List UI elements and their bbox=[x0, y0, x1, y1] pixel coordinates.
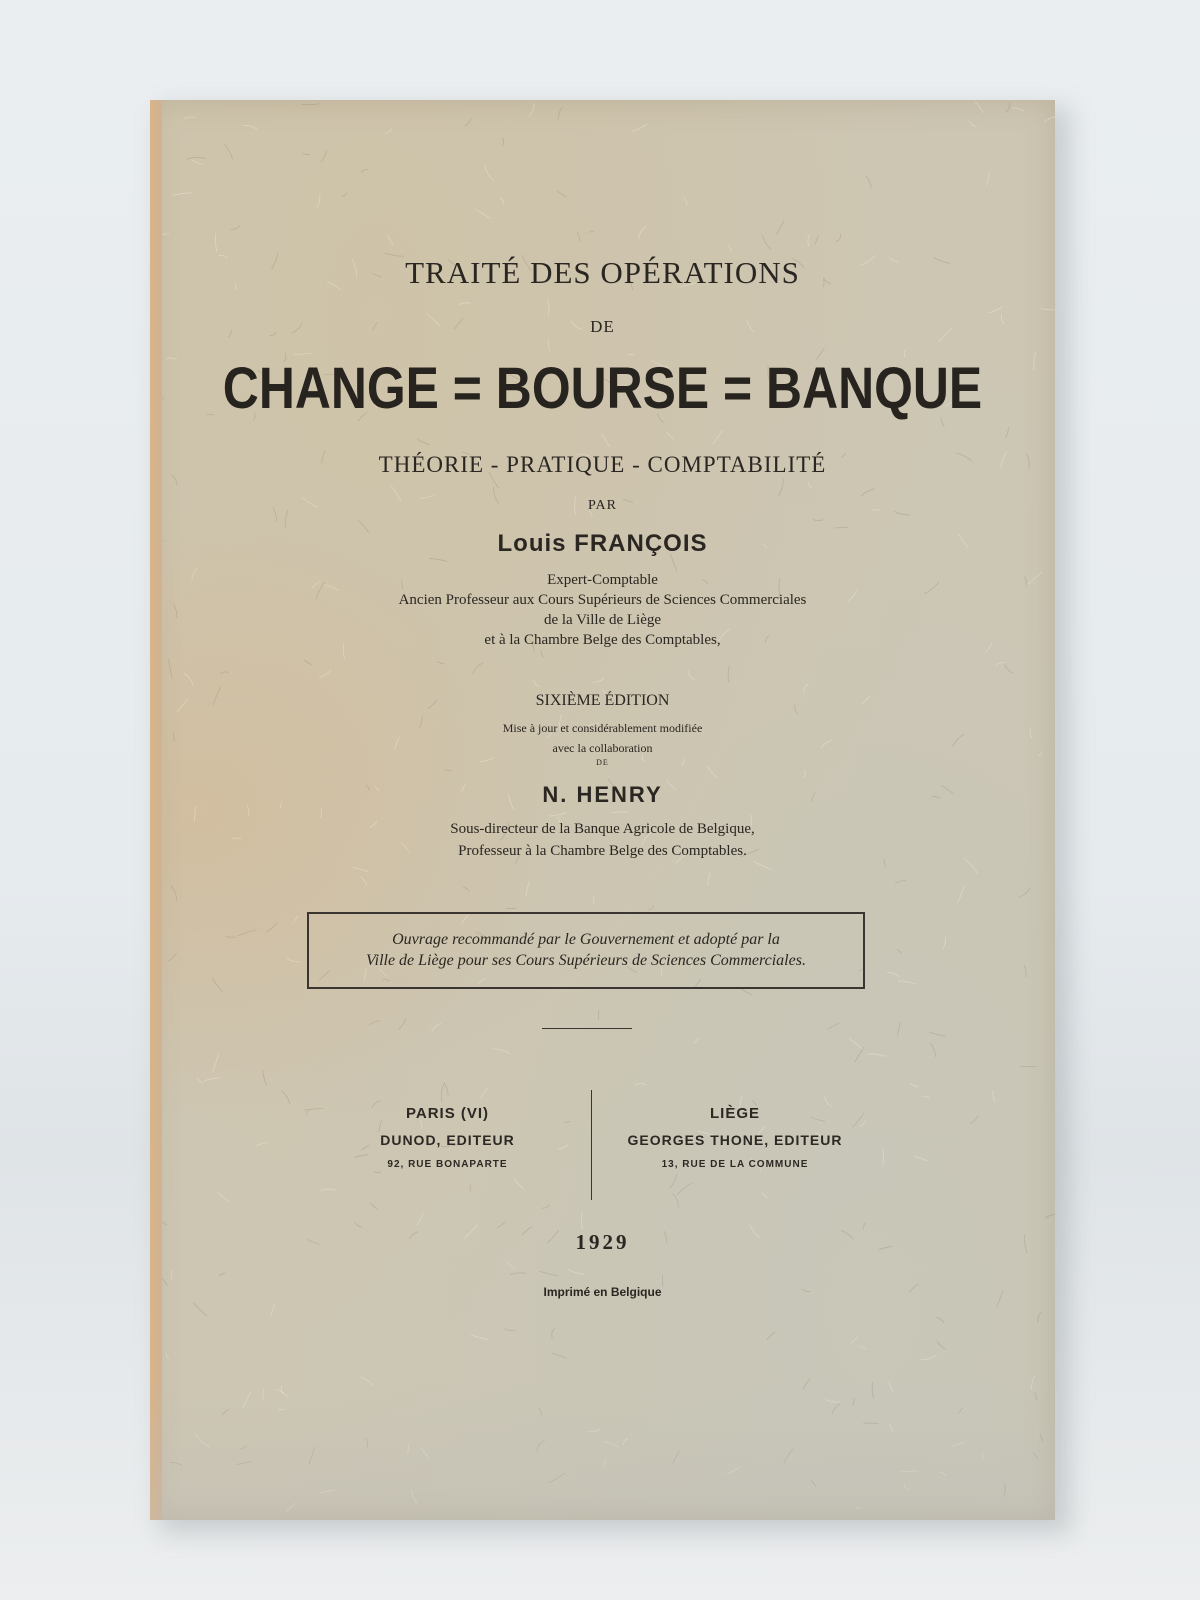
edition-note bbox=[150, 718, 1055, 758]
paper-fiber bbox=[1045, 1214, 1055, 1218]
paper-fiber bbox=[866, 176, 872, 188]
paper-fiber bbox=[635, 1083, 646, 1084]
paper-fiber bbox=[863, 1223, 865, 1230]
paper-fiber bbox=[1005, 427, 1009, 438]
paper-fiber bbox=[504, 1329, 515, 1331]
paper-fiber bbox=[582, 1212, 583, 1230]
paper-fiber bbox=[485, 165, 494, 181]
paper-fiber bbox=[475, 210, 491, 219]
paper-fiber bbox=[855, 1047, 864, 1062]
paper-fiber bbox=[776, 220, 784, 235]
paper-fiber bbox=[529, 103, 535, 116]
paper-fiber bbox=[815, 235, 818, 245]
paper-fiber bbox=[601, 434, 609, 447]
paper-fiber bbox=[542, 1205, 549, 1209]
edition-label: SIXIÈME ÉDITION bbox=[535, 692, 670, 709]
publisher-city: PARIS (VI) bbox=[405, 1105, 490, 1122]
paper-fiber bbox=[804, 684, 809, 692]
paper-fiber bbox=[861, 489, 874, 497]
publisher-liege bbox=[600, 1103, 870, 1173]
paper-fiber bbox=[958, 885, 965, 903]
paper-fiber bbox=[669, 1174, 677, 1189]
paper-fiber bbox=[271, 1304, 275, 1316]
paper-fiber bbox=[481, 1089, 488, 1099]
paper-fiber bbox=[779, 479, 784, 496]
paper-fiber bbox=[975, 101, 983, 112]
paper-fiber bbox=[266, 923, 277, 932]
paper-fiber bbox=[986, 171, 989, 185]
paper-fiber bbox=[470, 1185, 471, 1192]
author-credential-line: de la Ville de Liège bbox=[543, 612, 662, 628]
paper-fiber bbox=[767, 1332, 776, 1340]
paper-fiber bbox=[355, 1222, 362, 1227]
paper-fiber bbox=[915, 1156, 929, 1161]
author-name: Louis FRANÇOIS bbox=[497, 530, 708, 557]
edition-note-line: Mise à jour et considérablement modifiée bbox=[502, 721, 703, 735]
paper-fiber bbox=[215, 233, 216, 252]
paper-fiber bbox=[1013, 108, 1024, 111]
paper-fiber bbox=[399, 1018, 406, 1029]
paper-fiber bbox=[319, 670, 331, 678]
paper-fiber bbox=[549, 813, 567, 816]
paper-fiber bbox=[417, 1212, 424, 1225]
recommendation-line: Ville de Liège pour ses Cours Supérieurs de Sciences Commerciales. bbox=[366, 952, 806, 969]
paper-fiber bbox=[895, 881, 907, 883]
edition-note-line: avec la collaboration bbox=[552, 741, 653, 755]
paper-fiber bbox=[172, 193, 191, 195]
paper-fiber bbox=[317, 194, 320, 208]
paper-fiber bbox=[836, 234, 840, 241]
paper-fiber bbox=[287, 959, 301, 962]
paper-fiber bbox=[429, 558, 448, 561]
paper-fiber bbox=[306, 1109, 308, 1115]
paper-fiber bbox=[471, 1335, 489, 1340]
printed-in: Imprimé en Belgique bbox=[543, 1285, 662, 1299]
paper-fiber bbox=[930, 1043, 936, 1057]
paper-fiber bbox=[184, 673, 193, 685]
paper-fiber bbox=[193, 1303, 207, 1317]
paper-fiber bbox=[989, 307, 1004, 313]
paper-fiber bbox=[473, 663, 484, 674]
divider-rule bbox=[542, 1028, 632, 1029]
paper-fiber bbox=[683, 197, 687, 206]
paper-fiber bbox=[552, 1328, 555, 1338]
paper-fiber bbox=[320, 809, 321, 818]
paper-fiber bbox=[568, 1270, 584, 1275]
paper-fiber bbox=[762, 235, 771, 249]
paper-fiber bbox=[1044, 117, 1055, 122]
paper-fiber bbox=[541, 651, 544, 657]
paper-fiber bbox=[353, 868, 368, 872]
paper-fiber bbox=[507, 1261, 516, 1269]
paper-fiber bbox=[970, 1116, 978, 1124]
paper-fiber bbox=[754, 862, 772, 870]
paper-fiber bbox=[808, 234, 810, 246]
paper-fiber bbox=[887, 972, 900, 976]
paper-fiber bbox=[1024, 965, 1027, 978]
paper-fiber bbox=[589, 231, 595, 233]
paper-fiber bbox=[213, 1053, 219, 1072]
publisher-address: 92, RUE BONAPARTE bbox=[387, 1159, 508, 1170]
paper-fiber bbox=[577, 232, 580, 242]
paper-fiber bbox=[564, 1121, 571, 1123]
paper-fiber bbox=[361, 877, 367, 886]
paper-fiber bbox=[465, 119, 471, 126]
book-cover bbox=[150, 100, 1055, 1520]
paper-fiber bbox=[243, 125, 258, 129]
paper-fiber bbox=[169, 659, 173, 679]
collaborator-name: N. HENRY bbox=[542, 782, 663, 807]
paper-fiber bbox=[255, 1142, 267, 1146]
paper-fiber bbox=[221, 672, 229, 674]
paper-fiber bbox=[632, 124, 647, 131]
cover-wear bbox=[150, 1380, 1055, 1520]
paper-fiber bbox=[500, 198, 504, 205]
collaborator-credential-line: Sous-directeur de la Banque Agricole de Belgique, bbox=[450, 821, 755, 837]
paper-fiber bbox=[804, 770, 806, 778]
paper-fiber bbox=[304, 1108, 323, 1110]
paper-fiber bbox=[263, 1070, 267, 1085]
author-credentials bbox=[150, 570, 1055, 650]
paper-fiber bbox=[387, 236, 393, 246]
publisher-name: DUNOD, EDITEUR bbox=[380, 1132, 515, 1148]
paper-fiber bbox=[694, 1038, 698, 1044]
paper-fiber bbox=[497, 1222, 505, 1227]
collaborator-credentials bbox=[150, 818, 1055, 862]
publication-year: 1929 bbox=[575, 1230, 630, 1254]
paper-fiber bbox=[166, 358, 176, 359]
paper-fiber bbox=[921, 1355, 937, 1359]
paper-fiber bbox=[548, 301, 549, 316]
paper-fiber bbox=[212, 978, 222, 991]
paper-fiber bbox=[304, 660, 312, 665]
paper-fiber bbox=[1041, 309, 1055, 310]
paper-fiber bbox=[937, 1341, 946, 1349]
paper-fiber bbox=[689, 671, 695, 679]
paper-fiber bbox=[187, 157, 206, 159]
paper-fiber bbox=[301, 104, 319, 105]
paper-fiber bbox=[827, 1023, 840, 1029]
paper-fiber bbox=[526, 881, 529, 896]
paper-fiber bbox=[996, 663, 1005, 666]
paper-fiber bbox=[293, 915, 297, 923]
paper-fiber bbox=[463, 887, 469, 890]
publisher-divider bbox=[591, 1090, 592, 1200]
paper-fiber bbox=[171, 1270, 172, 1280]
publisher-paris bbox=[335, 1103, 560, 1173]
main-title: CHANGE = BOURSE = BANQUE bbox=[222, 356, 983, 421]
paper-fiber bbox=[761, 1192, 768, 1198]
paper-fiber bbox=[910, 1084, 919, 1087]
paper-fiber bbox=[514, 1178, 524, 1189]
title-line-2: DE bbox=[590, 317, 615, 336]
author-credential-line: Expert-Comptable bbox=[547, 572, 658, 588]
paper-fiber-texture bbox=[150, 100, 1055, 1520]
paper-fiber bbox=[217, 1192, 229, 1202]
paper-fiber bbox=[813, 519, 824, 521]
publisher-address: 13, RUE DE LA COMMUNE bbox=[661, 1159, 809, 1170]
paper-fiber bbox=[1005, 664, 1014, 674]
subtitle: THÉORIE - PRATIQUE - COMPTABILITÉ bbox=[378, 452, 827, 477]
paper-fiber bbox=[506, 908, 517, 909]
paper-fiber bbox=[867, 1054, 887, 1057]
paper-fiber bbox=[677, 1183, 692, 1195]
paper-fiber bbox=[850, 1039, 863, 1049]
paper-fiber bbox=[432, 1023, 442, 1032]
paper-fiber bbox=[183, 117, 195, 119]
paper-fiber bbox=[369, 1020, 380, 1024]
paper-fiber bbox=[510, 1273, 526, 1275]
paper-fiber bbox=[168, 953, 177, 961]
paper-fiber bbox=[728, 666, 729, 683]
paper-fiber bbox=[238, 930, 256, 936]
paper-fiber bbox=[1006, 103, 1010, 113]
paper-fiber bbox=[502, 138, 504, 146]
paper-fiber bbox=[281, 1091, 289, 1104]
author-credential-line: et à la Chambre Belge des Comptables, bbox=[484, 632, 721, 648]
paper-fiber bbox=[929, 1032, 945, 1036]
publisher-city: LIÈGE bbox=[709, 1105, 760, 1122]
paper-fiber bbox=[713, 430, 723, 444]
collaborator-prefix: DE bbox=[596, 758, 609, 767]
paper-fiber bbox=[224, 144, 233, 159]
paper-fiber bbox=[1038, 1312, 1042, 1323]
paper-fiber bbox=[418, 439, 430, 445]
paper-fiber bbox=[707, 766, 717, 778]
paper-fiber bbox=[370, 1203, 377, 1209]
paper-fiber bbox=[592, 678, 604, 682]
paper-fiber bbox=[851, 1337, 858, 1344]
paper-fiber bbox=[728, 245, 731, 252]
paper-fiber bbox=[444, 1082, 448, 1095]
paper-fiber bbox=[922, 1096, 930, 1098]
paper-fiber bbox=[598, 1010, 599, 1021]
paper-fiber bbox=[673, 1194, 679, 1208]
paper-fiber bbox=[993, 1091, 995, 1103]
paper-fiber bbox=[166, 1353, 169, 1359]
paper-fiber bbox=[219, 1273, 225, 1276]
paper-fiber bbox=[171, 886, 177, 901]
paper-fiber bbox=[883, 1148, 884, 1166]
publisher-name: GEORGES THONE, EDITEUR bbox=[627, 1132, 843, 1148]
paper-fiber bbox=[437, 662, 444, 664]
by-label: PAR bbox=[588, 498, 617, 513]
paper-fiber bbox=[558, 107, 562, 119]
spine-edge bbox=[150, 100, 162, 1520]
paper-fiber bbox=[321, 150, 327, 162]
paper-fiber bbox=[897, 949, 902, 953]
paper-fiber bbox=[708, 873, 711, 886]
paper-fiber bbox=[225, 936, 236, 937]
title-line-1: TRAITÉ DES OPÉRATIONS bbox=[405, 255, 800, 290]
paper-fiber bbox=[648, 905, 654, 910]
paper-fiber bbox=[667, 432, 674, 440]
paper-fiber bbox=[341, 193, 347, 197]
paper-fiber bbox=[548, 338, 550, 351]
paper-fiber bbox=[611, 812, 628, 813]
author-credential-line: Ancien Professeur aux Cours Supérieurs de Sciences Commerciales bbox=[398, 592, 807, 608]
paper-fiber bbox=[969, 121, 977, 128]
paper-fiber bbox=[361, 169, 368, 172]
recommendation-line: Ouvrage recommandé par le Gouvernement et adopté par la bbox=[392, 931, 780, 948]
paper-fiber bbox=[494, 1049, 511, 1054]
paper-fiber bbox=[204, 1078, 220, 1081]
paper-fiber bbox=[897, 1022, 900, 1036]
paper-fiber bbox=[834, 527, 848, 528]
paper-fiber bbox=[191, 160, 203, 165]
paper-fiber bbox=[557, 191, 567, 197]
paper-fiber bbox=[197, 1078, 203, 1084]
paper-fiber bbox=[809, 482, 812, 487]
paper-fiber bbox=[943, 937, 946, 949]
collaborator-credential-line: Professeur à la Chambre Belge des Comptables. bbox=[458, 843, 747, 859]
paper-fiber bbox=[859, 1347, 866, 1350]
paper-fiber bbox=[552, 1353, 567, 1358]
paper-fiber bbox=[231, 225, 240, 229]
paper-fiber bbox=[1019, 888, 1031, 898]
paper-fiber bbox=[441, 1085, 443, 1102]
paper-fiber bbox=[638, 226, 646, 239]
paper-fiber bbox=[458, 303, 471, 306]
paper-fiber bbox=[539, 1271, 558, 1276]
paper-fiber bbox=[936, 1317, 944, 1323]
paper-fiber bbox=[534, 680, 540, 687]
recommendation-box bbox=[307, 912, 865, 989]
paper-fiber bbox=[1034, 352, 1036, 370]
paper-fiber bbox=[303, 153, 310, 155]
paper-fiber bbox=[385, 128, 392, 133]
paper-fiber bbox=[321, 1189, 336, 1190]
paper-fiber bbox=[898, 981, 917, 984]
paper-fiber bbox=[444, 770, 452, 771]
